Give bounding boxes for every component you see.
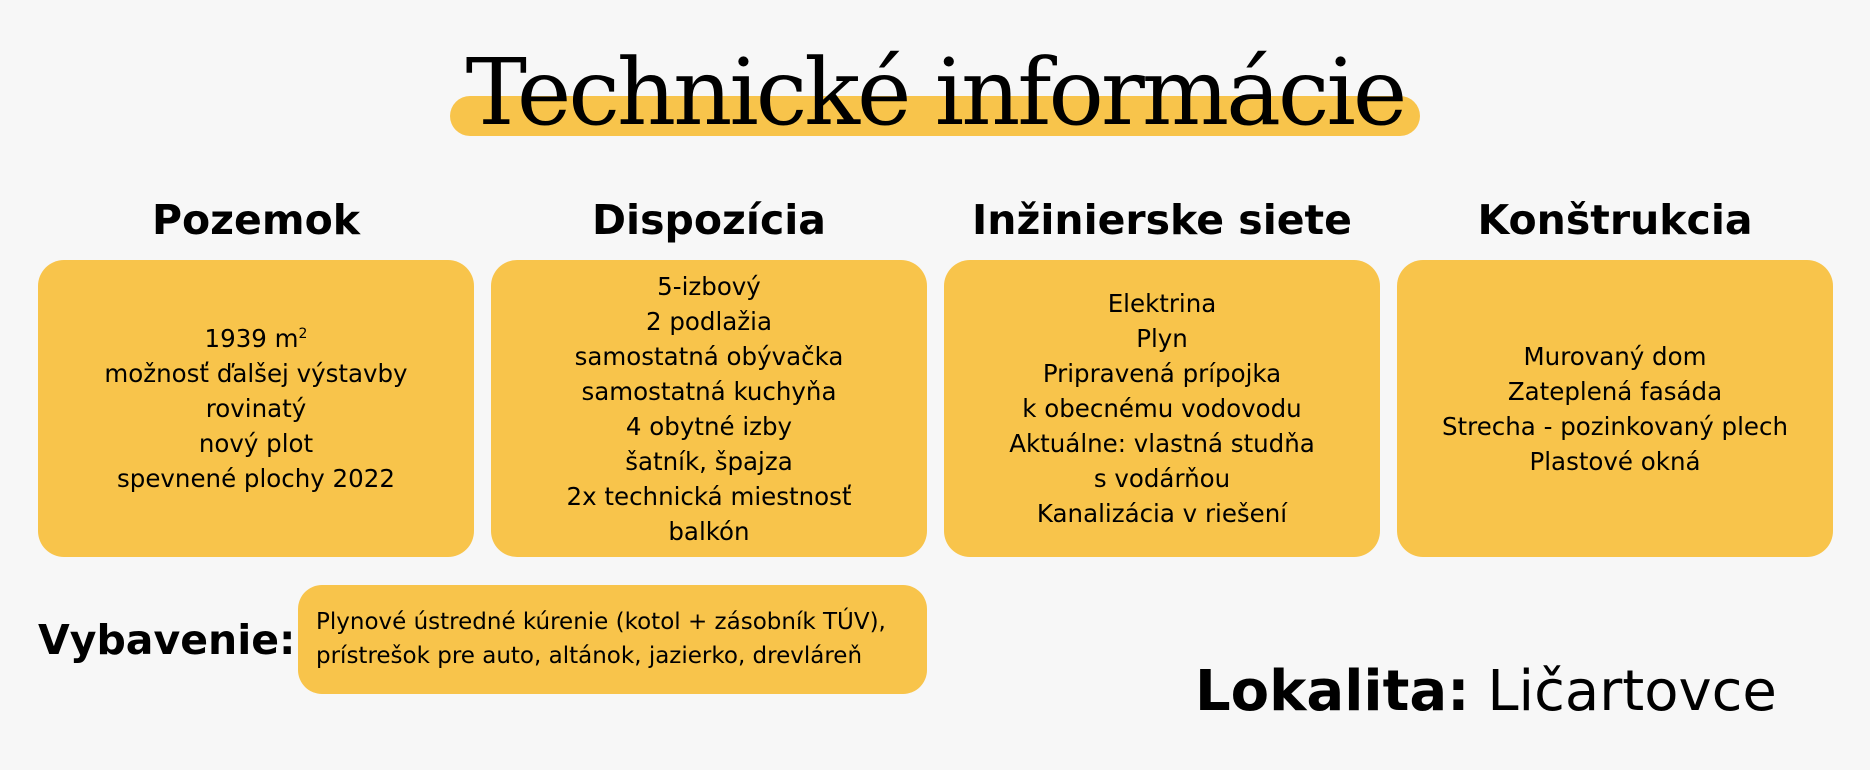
pozemok-list [104,321,407,496]
dispozicia-list [567,269,852,549]
card-dispozicia [491,260,927,557]
column-heading-inzinierske-siete: Inžinierske siete [972,196,1352,244]
list-item: samostatná obývačka [574,341,844,371]
lokalita-label: Lokalita: [1195,659,1470,724]
column-heading-pozemok: Pozemok [151,196,361,244]
card-pozemok [38,260,474,557]
lokalita [1195,656,1835,728]
list-item: Elektrina [1107,289,1217,318]
list-item: Murovaný dom [1523,341,1707,371]
list-item: Kanalizácia v riešení [1036,499,1288,528]
list-item: Pripravená prípojka [1042,359,1282,388]
list-item: nový plot [198,429,314,458]
area-superscript: 2 [298,325,308,342]
list-item [104,321,407,356]
card-inzinierske-siete [944,260,1380,557]
column-heading-konstrukcia: Konštrukcia [1477,196,1753,244]
list-item: Aktuálne: vlastná studňa [1009,429,1315,458]
list-item: Plastové okná [1529,446,1701,476]
column-heading-dispozicia: Dispozícia [592,196,826,244]
lokalita-value: Ličartovce [1487,659,1777,724]
vybavenie-line: prístrešok pre auto, altánok, jazierko, drevláreň [316,643,863,669]
vybavenie-box [298,585,927,694]
page-title: Technické informácie [465,39,1405,146]
list-item: 2 podlažia [646,306,772,336]
title-section [0,38,1870,148]
vybavenie-line: Plynové ústredné kúrenie (kotol + zásobník TÚV), [316,609,886,635]
inzinierske-siete-list [1009,286,1315,531]
list-item: Plyn [1136,324,1188,353]
list-item: k obecnému vodovodu [1022,394,1302,423]
list-item: samostatná kuchyňa [581,376,837,406]
list-item: možnosť ďalšej výstavby [104,359,408,388]
card-konstrukcia [1397,260,1833,557]
area-value: 1939 m [204,324,299,353]
list-item: 2x technická miestnosť [566,481,852,511]
list-item: Strecha - pozinkovaný plech [1442,411,1788,441]
list-item: Zateplená fasáda [1507,376,1723,406]
list-item: balkón [668,516,750,546]
list-item: 5-izbový [657,271,761,301]
list-item: s vodárňou [1093,464,1231,493]
list-item: spevnené plochy 2022 [117,464,395,493]
list-item: rovinatý [205,394,307,423]
vybavenie-label: Vybavenie: [38,616,296,664]
list-item: 4 obytné izby [625,411,793,441]
konstrukcia-list [1442,339,1788,479]
list-item: šatník, špajza [625,446,793,476]
